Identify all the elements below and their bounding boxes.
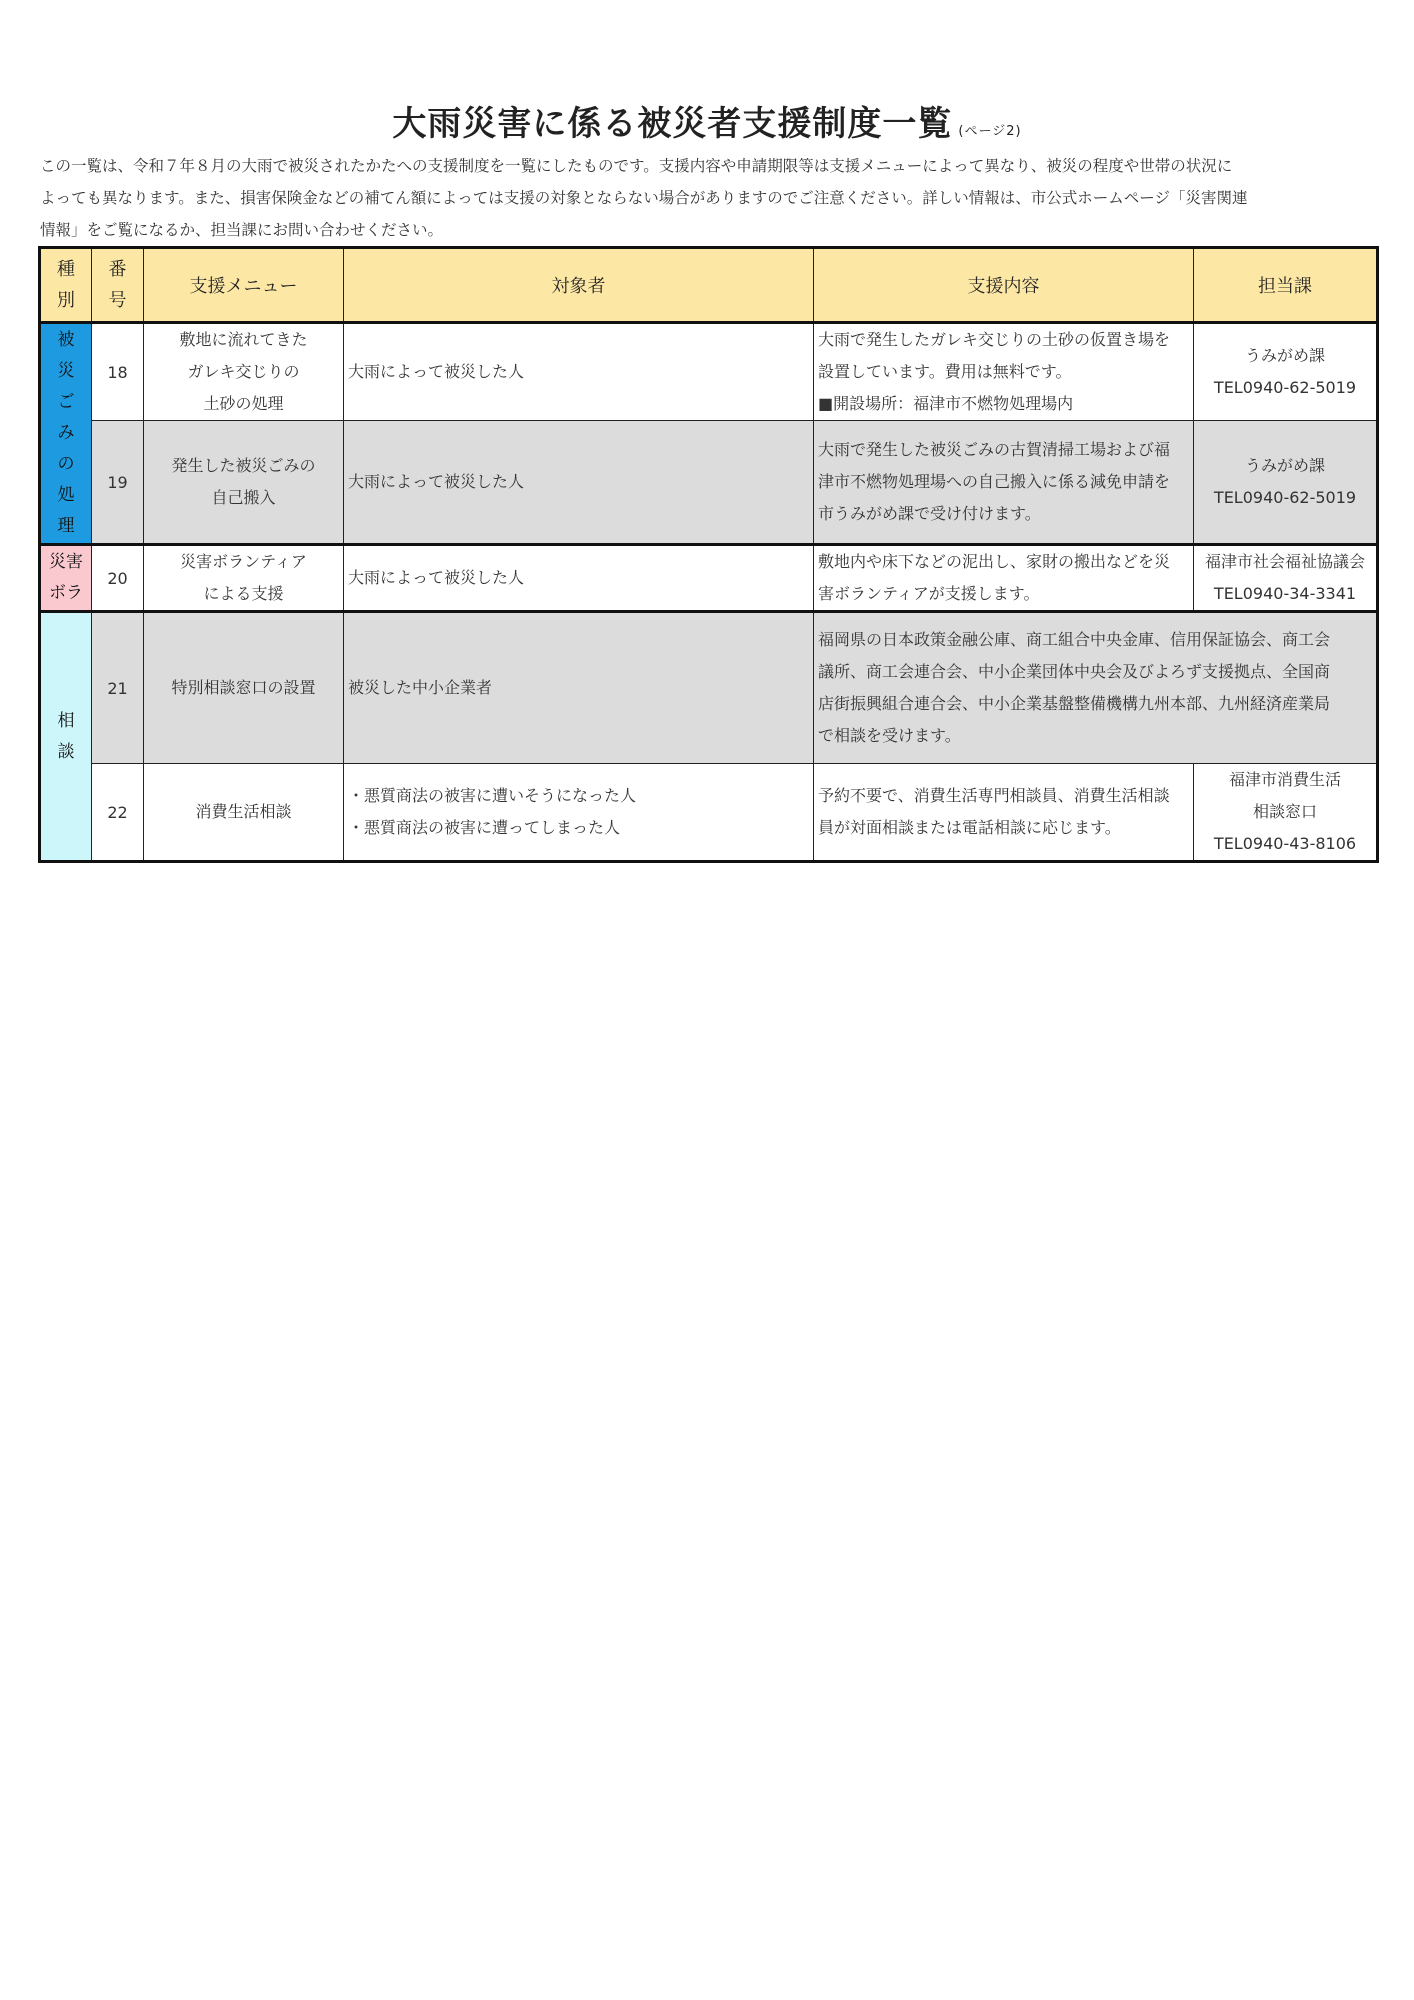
intro-line: 情報」をご覧になるか、担当課にお問い合わせください。 bbox=[40, 221, 444, 239]
header-menu: 支援メニュー bbox=[144, 248, 344, 323]
table-row bbox=[40, 545, 1378, 612]
table-row bbox=[40, 612, 1378, 764]
row-content: 大雨で発生した被災ごみの古賀清掃工場および福 津市不燃物処理場への自己搬入に係る減免申請を 市うみがめ課で受け付けます。 bbox=[814, 421, 1194, 545]
row-number: 20 bbox=[92, 545, 144, 612]
intro-line: この一覧は、令和７年８月の大雨で被災されたかたへの支援制度を一覧にしたものです。支援内容や申請期限等は支援メニューによって異なり、被災の程度や世帯の状況に bbox=[40, 157, 1233, 175]
table-row bbox=[40, 764, 1378, 862]
row-target: 大雨によって被災した人 bbox=[344, 545, 814, 612]
row-number: 19 bbox=[92, 421, 144, 545]
row-menu: 特別相談窓口の設置 bbox=[144, 612, 344, 764]
header-dept: 担当課 bbox=[1194, 248, 1378, 323]
header-target: 対象者 bbox=[344, 248, 814, 323]
row-target: ・悪質商法の被害に遭いそうになった人 ・悪質商法の被害に遭ってしまった人 bbox=[344, 764, 814, 862]
row-content: 大雨で発生したガレキ交じりの土砂の仮置き場を 設置しています。費用は無料です。 ■開設場所：福津市不燃物処理場内 bbox=[814, 323, 1194, 421]
table-row bbox=[40, 421, 1378, 545]
row-number: 18 bbox=[92, 323, 144, 421]
header-content: 支援内容 bbox=[814, 248, 1194, 323]
row-dept: 福津市消費生活 相談窓口 TEL0940-43-8106 bbox=[1194, 764, 1378, 862]
row-target: 被災した中小企業者 bbox=[344, 612, 814, 764]
row-dept: うみがめ課 TEL0940-62-5019 bbox=[1194, 323, 1378, 421]
row-content: 予約不要で、消費生活専門相談員、消費生活相談 員が対面相談または電話相談に応じます。 bbox=[814, 764, 1194, 862]
support-table bbox=[38, 246, 1379, 863]
row-number: 21 bbox=[92, 612, 144, 764]
row-dept: 福津市社会福祉協議会 TEL0940-34-3341 bbox=[1194, 545, 1378, 612]
category-volunteer: 災害 ボラ bbox=[40, 545, 92, 612]
row-menu: 災害ボランティア による支援 bbox=[144, 545, 344, 612]
row-menu: 発生した被災ごみの 自己搬入 bbox=[144, 421, 344, 545]
row-dept: うみがめ課 TEL0940-62-5019 bbox=[1194, 421, 1378, 545]
row-content: 敷地内や床下などの泥出し、家財の搬出などを災 害ボランティアが支援します。 bbox=[814, 545, 1194, 612]
title-page-note: (ページ2) bbox=[958, 124, 1022, 139]
title-text: 大雨災害に係る被災者支援制度一覧 bbox=[392, 104, 953, 144]
table-header-row bbox=[40, 248, 1378, 323]
intro-line: よっても異なります。また、損害保険金などの補てん額によっては支援の対象とならない場合がありますのでご注意ください。詳しい情報は、市公式ホームページ「災害関連 bbox=[40, 189, 1248, 207]
row-number: 22 bbox=[92, 764, 144, 862]
row-content: 福岡県の日本政策金融公庫、商工組合中央金庫、信用保証協会、商工会 議所、商工会連合会、中小企業団体中央会及びよろず支援拠点、全国商 店街振興組合連合会、中小企業基盤整備機構九州本部、九州経済産業局 で相談を受けます。 bbox=[814, 612, 1378, 764]
table-row bbox=[40, 323, 1378, 421]
row-target: 大雨によって被災した人 bbox=[344, 421, 814, 545]
row-menu: 消費生活相談 bbox=[144, 764, 344, 862]
header-category: 種 別 bbox=[40, 248, 92, 323]
intro-paragraph bbox=[40, 150, 1380, 246]
category-disaster-waste: 被 災 ご み の 処 理 bbox=[40, 323, 92, 545]
row-menu: 敷地に流れてきた ガレキ交じりの 土砂の処理 bbox=[144, 323, 344, 421]
header-number: 番 号 bbox=[92, 248, 144, 323]
row-target: 大雨によって被災した人 bbox=[344, 323, 814, 421]
category-consultation: 相 談 bbox=[40, 612, 92, 862]
page-title bbox=[0, 96, 1414, 145]
